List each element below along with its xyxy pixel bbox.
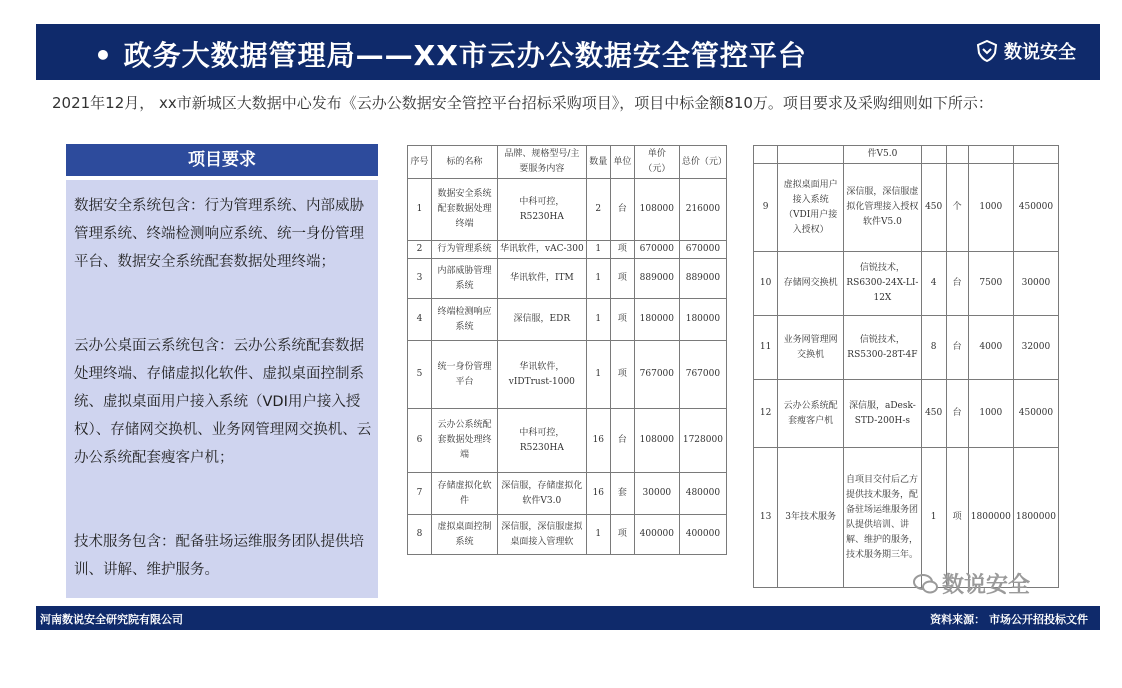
cell: 3 — [408, 259, 432, 299]
cell: 统一身份管理平台 — [432, 341, 498, 409]
footer-source: 资料来源： 市场公开招投标文件 — [930, 613, 1088, 626]
cell: 4000 — [968, 316, 1013, 380]
table-row — [408, 473, 727, 515]
brand-name: 数说安全 — [1004, 42, 1076, 63]
cell: 自项目交付后乙方提供技术服务，配备驻场运维服务团队提供培训、讲解、维护的服务，技术服务期三年。 — [844, 448, 922, 588]
requirement-paragraph: 技术服务包含：配备驻场运维服务团队提供培训、讲解、维护服务。 — [74, 534, 364, 578]
cell: 450000 — [1013, 164, 1058, 252]
cell — [754, 146, 778, 164]
cell: 480000 — [679, 473, 726, 515]
cell: 深信服，aDesk-STD-200H-s — [844, 380, 922, 448]
cell: 云办公系统配套瘦客户机 — [778, 380, 844, 448]
cell: 1 — [586, 241, 610, 259]
cell: 虚拟桌面控制系统 — [432, 515, 498, 555]
cell: 12 — [754, 380, 778, 448]
cell — [1013, 146, 1058, 164]
page-title: • 政务大数据管理局——XX市云办公数据安全管控平台 — [94, 39, 807, 72]
cell: 台 — [946, 316, 968, 380]
cell: 670000 — [679, 241, 726, 259]
cell: 个 — [946, 164, 968, 252]
table-row — [408, 179, 727, 241]
cell: 7 — [408, 473, 432, 515]
cell: 8 — [408, 515, 432, 555]
cell: 业务网管理网交换机 — [778, 316, 844, 380]
cell: 2 — [408, 241, 432, 259]
cell: 存储网交换机 — [778, 252, 844, 316]
requirements-heading: 项目要求 — [66, 144, 378, 176]
cell: 108000 — [634, 409, 679, 473]
cell — [921, 146, 946, 164]
cell: 中科可控，R5230HA — [497, 179, 586, 241]
cell: 内部威胁管理系统 — [432, 259, 498, 299]
cell: 项 — [610, 299, 634, 341]
col-header: 单价（元） — [634, 146, 679, 179]
cell: 项 — [610, 259, 634, 299]
cell: 32000 — [1013, 316, 1058, 380]
cell: 9 — [754, 164, 778, 252]
header-bar — [36, 24, 1100, 80]
col-header: 序号 — [408, 146, 432, 179]
cell: 16 — [586, 473, 610, 515]
col-header: 数量 — [586, 146, 610, 179]
cell: 1 — [586, 515, 610, 555]
cell: 4 — [408, 299, 432, 341]
cell: 16 — [586, 409, 610, 473]
cell: 450 — [921, 164, 946, 252]
cell — [778, 146, 844, 164]
cell: 套 — [610, 473, 634, 515]
table-row — [408, 241, 727, 259]
cell: 信锐技术，RS6300-24X-LI-12X — [844, 252, 922, 316]
footer-bar — [36, 606, 1100, 630]
cell: 华讯软件，vAC-300 — [497, 241, 586, 259]
requirement-paragraph: 数据安全系统包含：行为管理系统、内部威胁管理系统、终端检测响应系统、统一身份管理平台、数据安全系统配套数据处理终端； — [74, 198, 364, 270]
cell: 3年技术服务 — [778, 448, 844, 588]
table-row — [754, 252, 1059, 316]
cell: 450 — [921, 380, 946, 448]
col-header: 标的名称 — [432, 146, 498, 179]
cell: 10 — [754, 252, 778, 316]
cell: 深信服，存储虚拟化软件V3.0 — [497, 473, 586, 515]
cell: 台 — [946, 252, 968, 316]
cell: 889000 — [634, 259, 679, 299]
cell: 180000 — [634, 299, 679, 341]
cell: 台 — [610, 409, 634, 473]
cell: 台 — [610, 179, 634, 241]
cell: 1000 — [968, 164, 1013, 252]
cell: 存储虚拟化软件 — [432, 473, 498, 515]
col-header: 总价（元） — [679, 146, 726, 179]
requirements-panel — [66, 180, 378, 598]
col-header: 品牌、规格型号/主要服务内容 — [497, 146, 586, 179]
cell: 30000 — [1013, 252, 1058, 316]
col-header: 单位 — [610, 146, 634, 179]
brand-logo — [976, 38, 1076, 64]
cell: 1800000 — [968, 448, 1013, 588]
cell: 1 — [586, 259, 610, 299]
cell: 1728000 — [679, 409, 726, 473]
cell: 767000 — [679, 341, 726, 409]
cell: 180000 — [679, 299, 726, 341]
cell: 6 — [408, 409, 432, 473]
table-row — [754, 146, 1059, 164]
table-row — [408, 341, 727, 409]
cell: 400000 — [679, 515, 726, 555]
cell: 7500 — [968, 252, 1013, 316]
cell: 1000 — [968, 380, 1013, 448]
table-row — [408, 299, 727, 341]
cell: 虚拟桌面用户接入系统（VDI用户接入授权） — [778, 164, 844, 252]
cell: 670000 — [634, 241, 679, 259]
cell: 450000 — [1013, 380, 1058, 448]
intro-text: 2021年12月， xx市新城区大数据中心发布《云办公数据安全管控平台招标采购项目》，项目中标金额810万。项目要求及采购细则如下所示： — [52, 94, 993, 112]
cell: 云办公系统配套数据处理终端 — [432, 409, 498, 473]
cell: 华讯软件，ITM — [497, 259, 586, 299]
watermark — [912, 568, 1030, 599]
cell: 8 — [921, 316, 946, 380]
cell: 项 — [610, 241, 634, 259]
cell: 华讯软件，vIDTrust-1000 — [497, 341, 586, 409]
cell: 767000 — [634, 341, 679, 409]
table-header-row — [408, 146, 727, 179]
brand-shield-icon — [976, 40, 998, 62]
table-row — [408, 515, 727, 555]
requirement-paragraph: 云办公桌面云系统包含：云办公系统配套数据处理终端、存储虚拟化软件、虚拟桌面控制系统、虚拟桌面用户接入系统（VDI用户接入授权）、存储网交换机、业务网管理网交换机、云办公系统配套瘦客户机； — [74, 338, 372, 466]
cell: 13 — [754, 448, 778, 588]
cell: 1 — [408, 179, 432, 241]
table-row — [408, 409, 727, 473]
cell: 1800000 — [1013, 448, 1058, 588]
cell: 889000 — [679, 259, 726, 299]
cell: 1 — [586, 299, 610, 341]
cell: 数据安全系统配套数据处理终端 — [432, 179, 498, 241]
cell: 深信服，EDR — [497, 299, 586, 341]
footer-company: 河南数说安全研究院有限公司 — [40, 613, 183, 626]
cell: 信锐技术，RS5300-28T-4F — [844, 316, 922, 380]
cell: 4 — [921, 252, 946, 316]
cell: 5 — [408, 341, 432, 409]
cell: 深信服，深信服虚拟桌面接入管理软 — [497, 515, 586, 555]
procurement-table-1 — [407, 145, 727, 555]
cell: 1 — [586, 341, 610, 409]
cell: 项 — [610, 341, 634, 409]
cell: 216000 — [679, 179, 726, 241]
table-row — [754, 380, 1059, 448]
cell: 108000 — [634, 179, 679, 241]
cell — [968, 146, 1013, 164]
chat-bubble-icon — [912, 573, 938, 595]
cell — [946, 146, 968, 164]
cell: 台 — [946, 380, 968, 448]
procurement-table-2 — [753, 145, 1059, 588]
cell: 项 — [610, 515, 634, 555]
table-row — [754, 164, 1059, 252]
cell: 400000 — [634, 515, 679, 555]
cell: 项 — [946, 448, 968, 588]
table-row — [754, 316, 1059, 380]
watermark-text: 数说安全 — [942, 573, 1031, 598]
cell: 深信服，深信服虚拟化管理接入授权软件V5.0 — [844, 164, 922, 252]
cell: 2 — [586, 179, 610, 241]
cell: 行为管理系统 — [432, 241, 498, 259]
cell: 11 — [754, 316, 778, 380]
cell: 30000 — [634, 473, 679, 515]
cell: 1 — [921, 448, 946, 588]
cell: 终端检测响应系统 — [432, 299, 498, 341]
cell: 中科可控，R5230HA — [497, 409, 586, 473]
cell: 件V5.0 — [844, 146, 922, 164]
table-row — [408, 259, 727, 299]
table-row — [754, 448, 1059, 588]
